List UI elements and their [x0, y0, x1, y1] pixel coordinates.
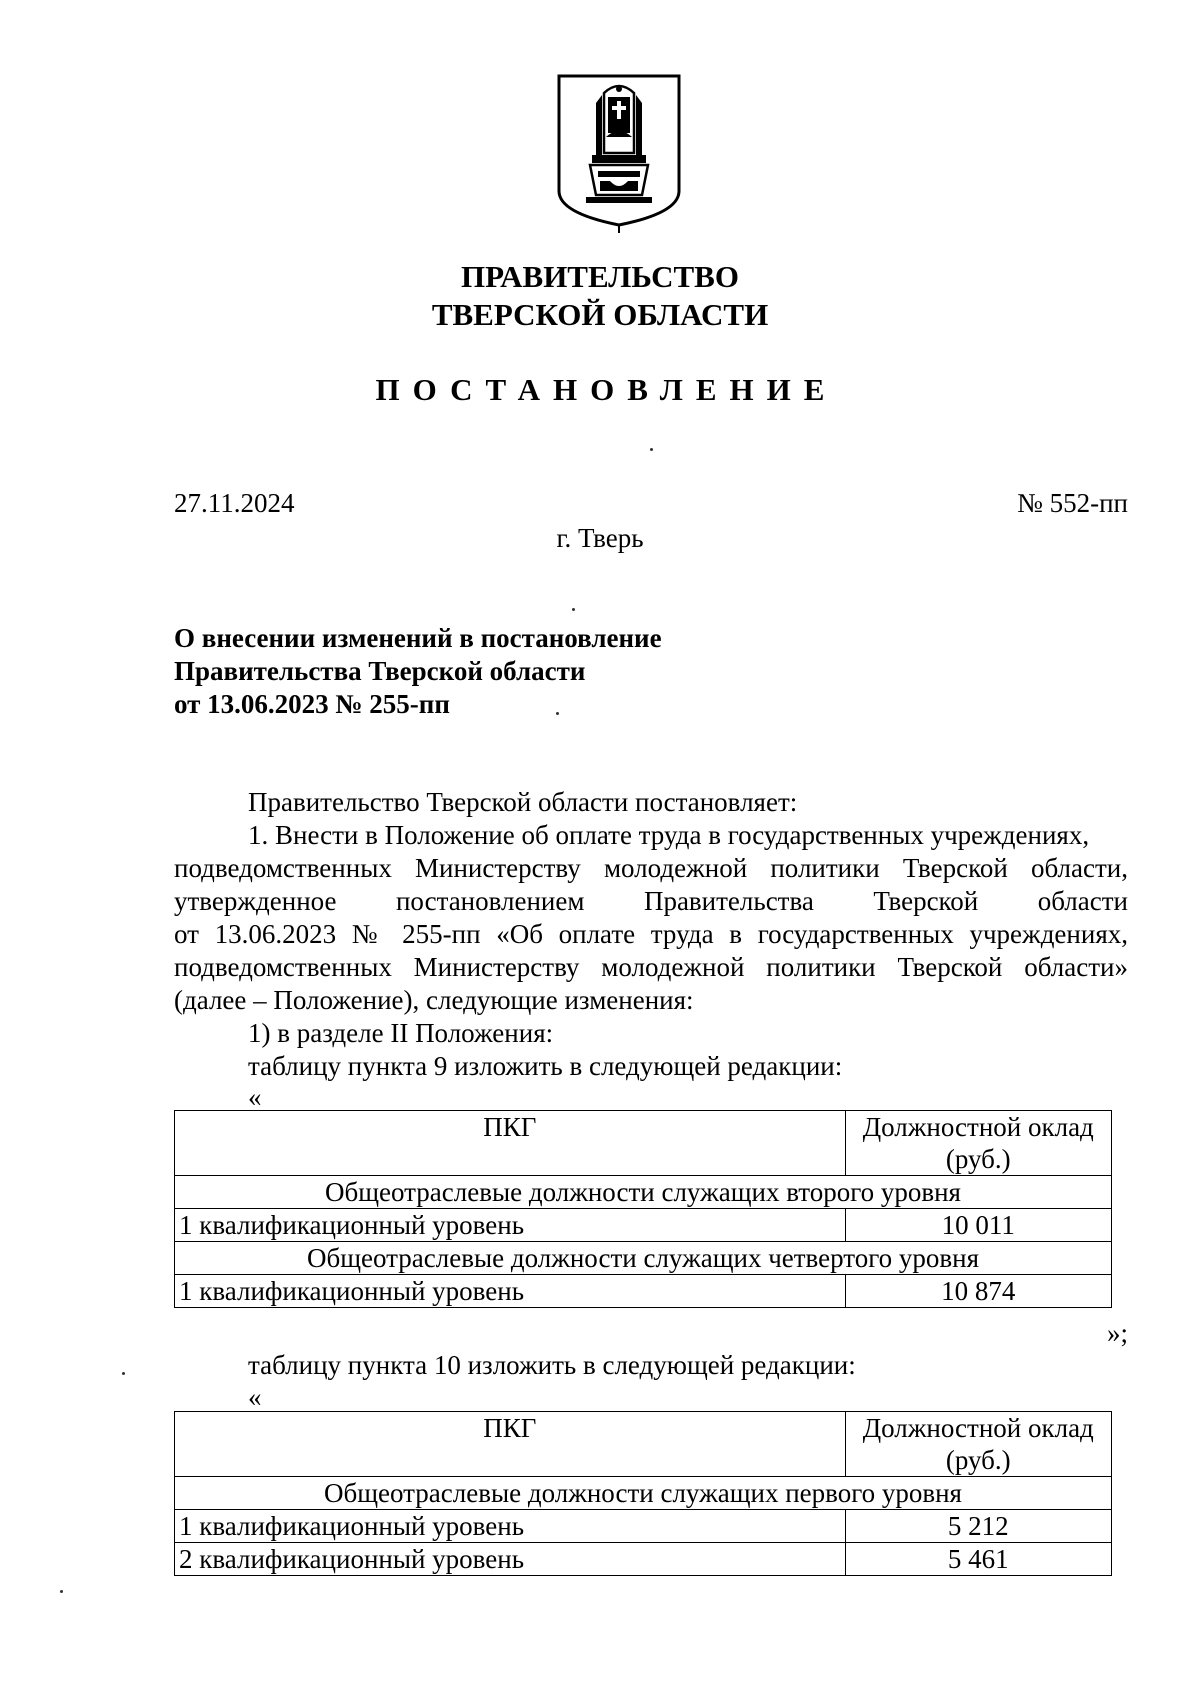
table-row [175, 1510, 1112, 1543]
qualification-level: 1 квалификационный уровень [175, 1510, 846, 1543]
table9-quote-close: »; [1106, 1318, 1128, 1348]
document-subject [174, 622, 662, 721]
table10-intro: таблицу пункта 10 изложить в следующей редакции: [248, 1350, 856, 1380]
salary-value: 10 011 [845, 1209, 1111, 1242]
group-title: Общеотраслевые должности служащих второго уровня [175, 1176, 1112, 1209]
salary-value: 5 212 [845, 1510, 1111, 1543]
document-date: 27.11.2024 [174, 488, 295, 518]
table-row [175, 1543, 1112, 1576]
header-salary: Должностной оклад (руб.) [845, 1412, 1111, 1477]
scan-speck [556, 712, 559, 715]
subject-line3: от 13.06.2023 № 255-пп [174, 689, 450, 719]
table9-intro: таблицу пункта 9 изложить в следующей редакции: [248, 1051, 843, 1081]
item1-line6: (далее – Положение), следующие изменения: [174, 985, 694, 1015]
table-header-row [175, 1111, 1112, 1176]
document-type-title: ПОСТАНОВЛЕНИЕ [375, 372, 838, 407]
item1-line2: подведомственных Министерству молодежной политики Тверской области, [174, 853, 1128, 883]
item1-line4: от 13.06.2023 № 255-пп «Об оплате труда в государственных учреждениях, [174, 919, 1128, 949]
table-group-row [175, 1242, 1112, 1275]
scan-speck [650, 448, 653, 451]
subject-line2: Правительства Тверской области [174, 656, 586, 686]
subitem-1: 1) в разделе II Положения: [248, 1018, 554, 1048]
group-title: Общеотраслевые должности служащих четвертого уровня [175, 1242, 1112, 1275]
table-header-row [175, 1412, 1112, 1477]
item1-line1: 1. Внести в Положение об оплате труда в государственных учреждениях, [248, 820, 1090, 850]
table-item9 [174, 1110, 1112, 1308]
scan-speck [572, 608, 575, 611]
salary-value: 10 874 [845, 1275, 1111, 1308]
subject-line1: О внесении изменений в постановление [174, 623, 662, 653]
header-pkg: ПКГ [175, 1111, 846, 1176]
government-title [0, 258, 1200, 334]
table10-quote-open: « [248, 1382, 262, 1412]
qualification-level: 2 квалификационный уровень [175, 1543, 846, 1576]
table-group-row [175, 1477, 1112, 1510]
document-city: г. Тверь [556, 523, 644, 553]
table10-intro-block [174, 1349, 1128, 1382]
tver-region-coat-of-arms-icon [556, 73, 682, 233]
scan-speck [60, 1590, 63, 1593]
item1-line5: подведомственных Министерству молодежной политики Тверской области» [174, 952, 1128, 982]
document-body [174, 786, 1128, 1083]
table-row [175, 1275, 1112, 1308]
table-group-row [175, 1176, 1112, 1209]
table-item10 [174, 1411, 1112, 1576]
table9-quote-open: « [248, 1082, 262, 1112]
government-title-line1: ПРАВИТЕЛЬСТВО [461, 259, 739, 294]
group-title: Общеотраслевые должности служащих первого уровня [175, 1477, 1112, 1510]
body-intro: Правительство Тверской области постановляет: [248, 787, 798, 817]
government-title-line2: ТВЕРСКОЙ ОБЛАСТИ [431, 297, 769, 332]
scan-speck [122, 1372, 125, 1375]
salary-value: 5 461 [845, 1543, 1111, 1576]
document-number: № 552-пп [1017, 488, 1128, 518]
qualification-level: 1 квалификационный уровень [175, 1275, 846, 1308]
header-pkg: ПКГ [175, 1412, 846, 1477]
qualification-level: 1 квалификационный уровень [175, 1209, 846, 1242]
table-row [175, 1209, 1112, 1242]
item1-line3: утвержденное постановлением Правительства Тверской области [174, 886, 1128, 916]
header-salary: Должностной оклад (руб.) [845, 1111, 1111, 1176]
